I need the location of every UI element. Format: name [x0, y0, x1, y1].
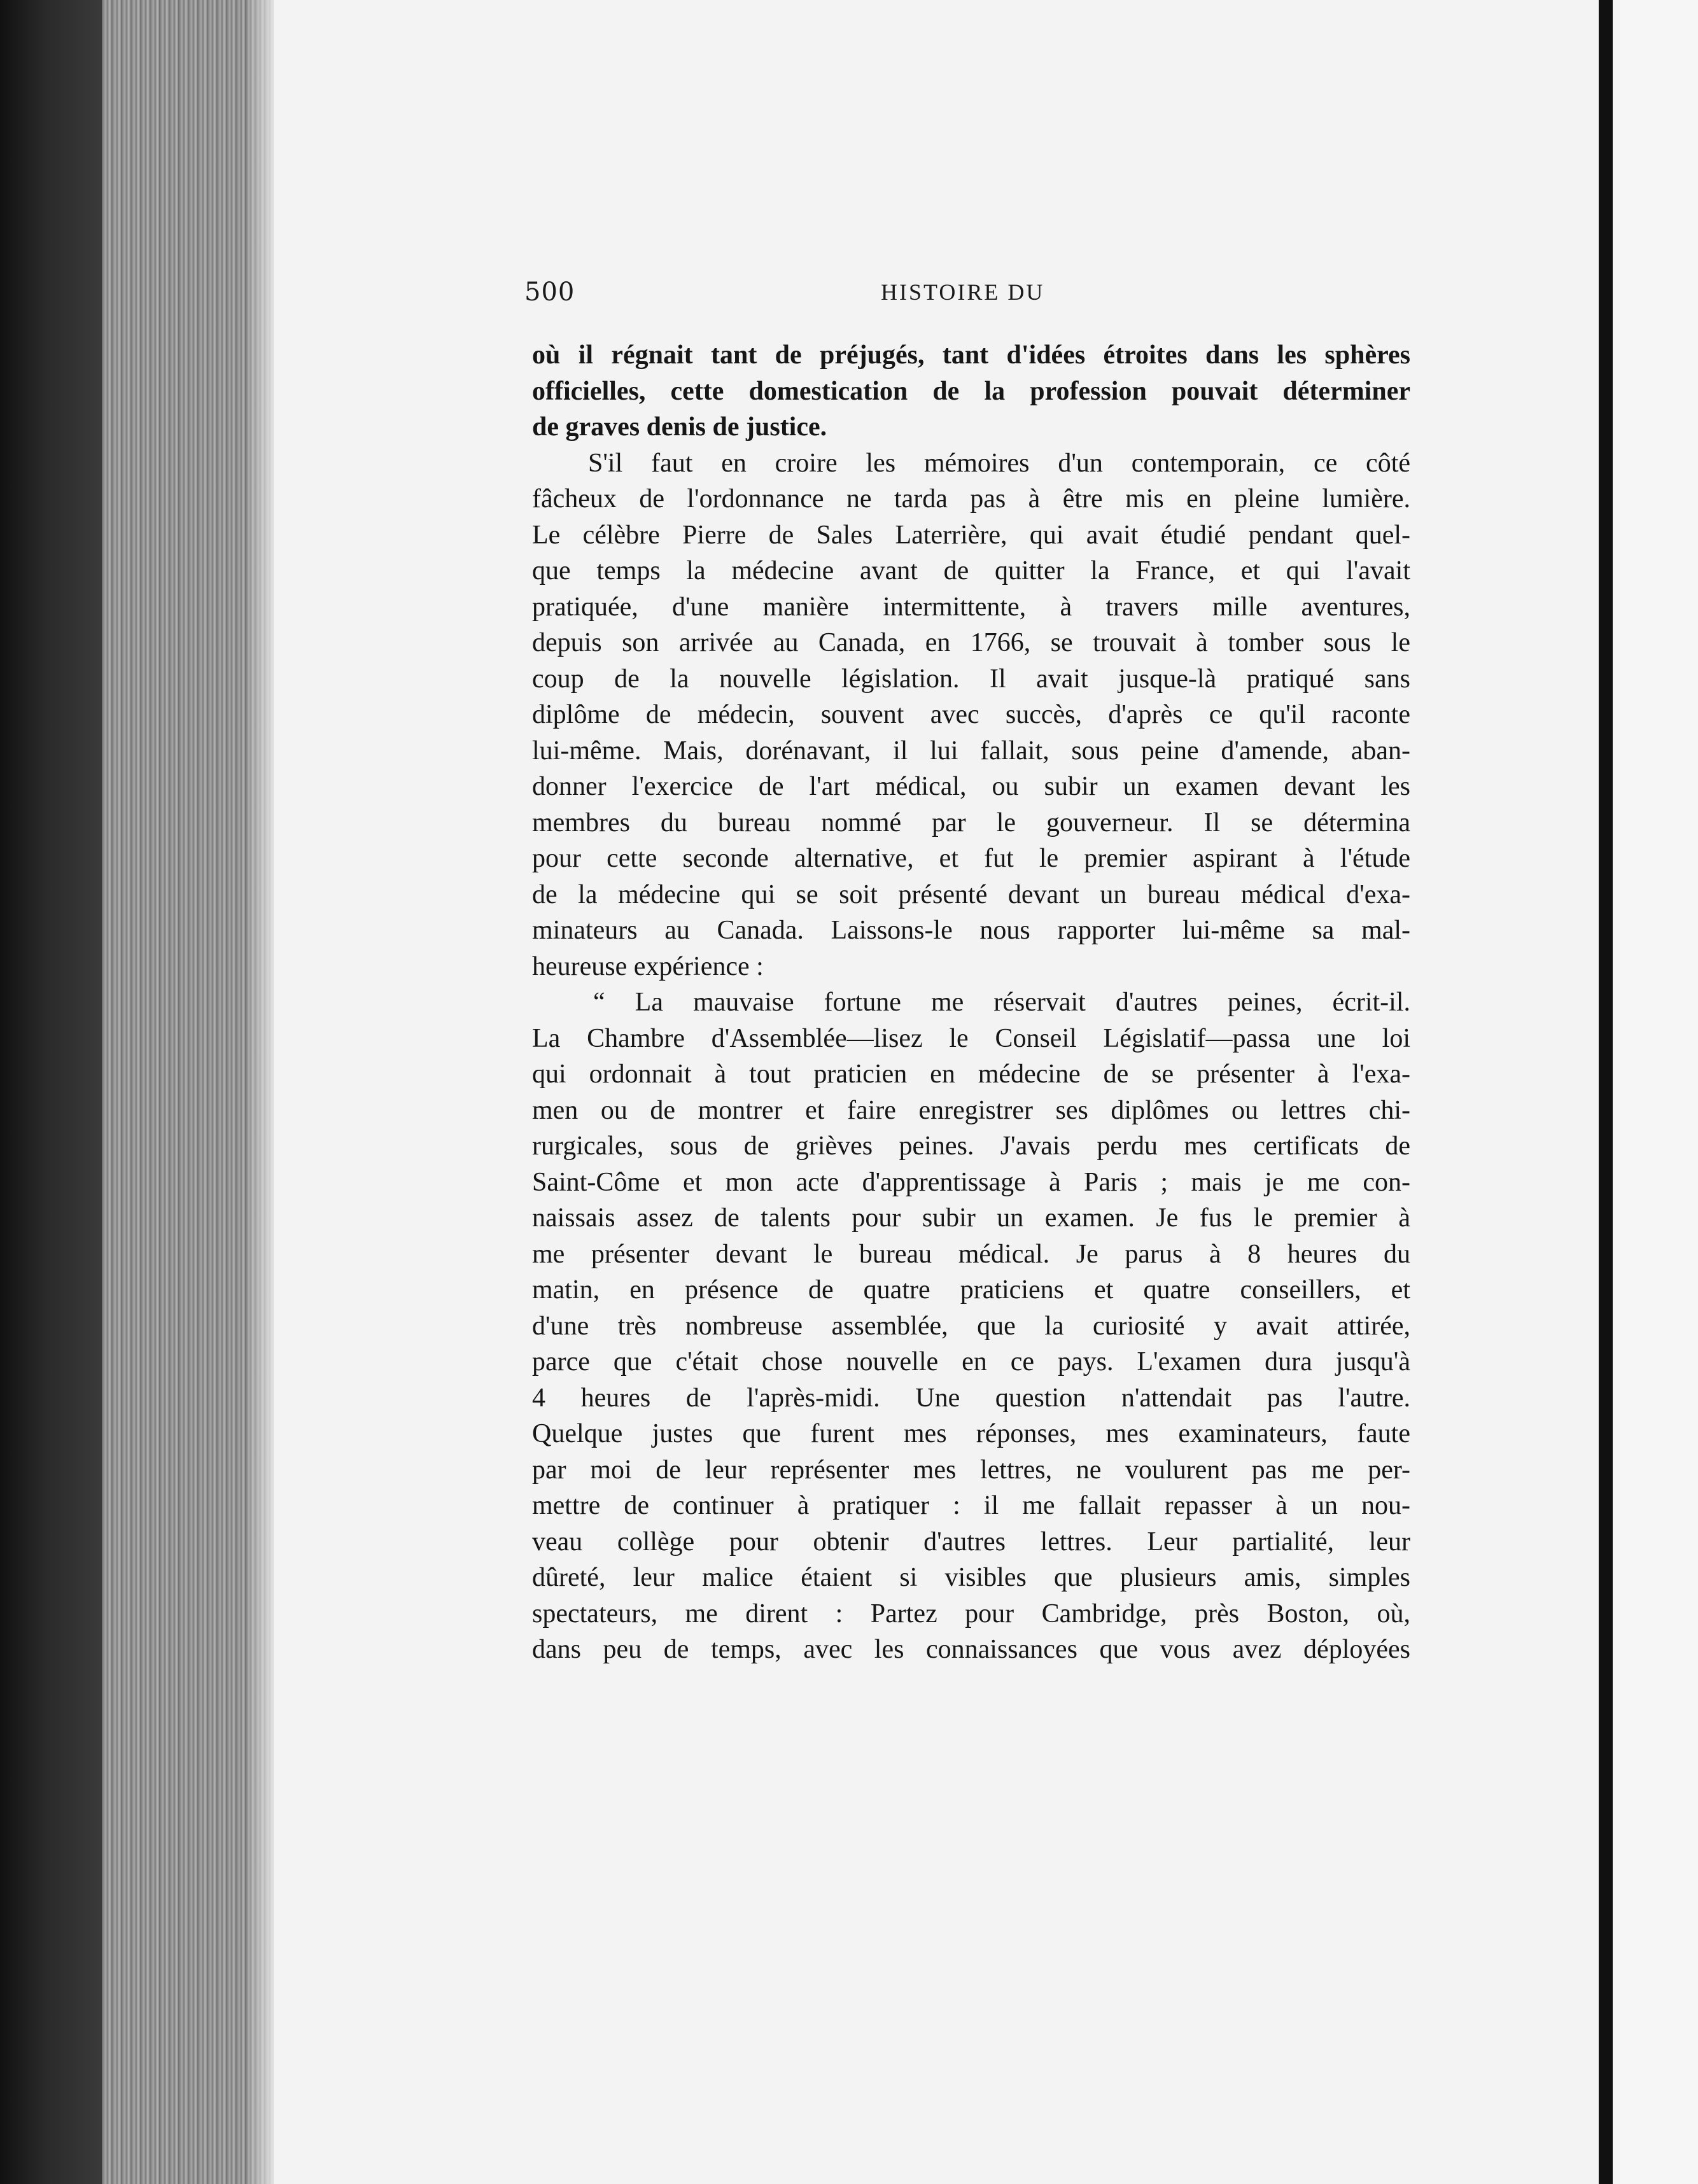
text-line: coup de la nouvelle législation. Il avait jusque-là pratiqué sans	[532, 664, 1410, 694]
text-line: dans peu de temps, avec les connaissances que vous avez déployées	[532, 1635, 1410, 1664]
text-line: Saint-Côme et mon acte d'apprentissage à Paris ; mais je me con-	[532, 1167, 1410, 1197]
text-line: matin, en présence de quatre praticiens et quatre conseillers, et	[532, 1275, 1410, 1305]
text-line: veau collège pour obtenir d'autres lettres. Leur partialité, leur	[532, 1527, 1410, 1557]
text-line: men ou de montrer et faire enregistrer ses diplômes ou lettres chi-	[532, 1095, 1410, 1125]
text-line: La Chambre d'Assemblée—lisez le Conseil Législatif—passa une loi	[532, 1023, 1410, 1053]
page-number: 500	[524, 277, 575, 307]
text-line: minateurs au Canada. Laissons-le nous rapporter lui-même sa mal-	[532, 916, 1410, 945]
text-line: d'une très nombreuse assemblée, que la curiosité y avait attirée,	[532, 1311, 1410, 1341]
text-line: S'il faut en croire les mémoires d'un contemporain, ce côté	[588, 448, 1410, 478]
scanner-background	[0, 0, 102, 2184]
text-line: membres du bureau nommé par le gouverneur. Il se détermina	[532, 808, 1410, 837]
text-line: pour cette seconde alternative, et fut le premier aspirant à l'étude	[532, 844, 1410, 873]
text-line: fâcheux de l'ordonnance ne tarda pas à être mis en pleine lumière.	[532, 484, 1410, 514]
text-line: de la médecine qui se soit présenté devant un bureau médical d'exa-	[532, 879, 1410, 909]
text-line: de graves denis de justice.	[532, 412, 827, 442]
text-line: par moi de leur représenter mes lettres, ne voulurent pas me per-	[532, 1455, 1410, 1485]
text-line: pratiquée, d'une manière intermittente, à travers mille aventures,	[532, 592, 1410, 622]
text-line: qui ordonnait à tout praticien en médecine de se présenter à l'exa-	[532, 1060, 1410, 1089]
text-line: dûreté, leur malice étaient si visibles que plusieurs amis, simples	[532, 1563, 1410, 1592]
text-line: où il régnait tant de préjugés, tant d'idées étroites dans les sphères	[532, 340, 1410, 370]
text-line: lui-même. Mais, dorénavant, il lui fallait, sous peine d'amende, aban-	[532, 736, 1410, 766]
text-line: 4 heures de l'après-midi. Une question n'attendait pas l'autre.	[532, 1383, 1410, 1413]
running-header	[524, 277, 1433, 316]
text-line: me présenter devant le bureau médical. Je parus à 8 heures du	[532, 1239, 1410, 1269]
body-text	[532, 337, 1410, 1668]
text-line: Quelque justes que furent mes réponses, mes examinateurs, faute	[532, 1419, 1410, 1448]
text-line: heureuse expérience :	[532, 951, 764, 981]
text-line: parce que c'était chose nouvelle en ce pays. L'examen dura jusqu'à	[532, 1347, 1410, 1376]
text-line: Le célèbre Pierre de Sales Laterrière, qui avait étudié pendant quel-	[532, 520, 1410, 550]
text-line: depuis son arrivée au Canada, en 1766, se trouvait à tomber sous le	[532, 628, 1410, 657]
text-line: rurgicales, sous de grièves peines. J'avais perdu mes certificats de	[532, 1131, 1410, 1161]
book-gutter	[1599, 0, 1613, 2184]
text-line: que temps la médecine avant de quitter la France, et qui l'avait	[532, 556, 1410, 585]
text-line: spectateurs, me dirent : Partez pour Cambridge, près Boston, où,	[532, 1599, 1410, 1628]
text-line: mettre de continuer à pratiquer : il me fallait repasser à un nou-	[532, 1491, 1410, 1520]
text-line: “ La mauvaise fortune me réservait d'autres peines, écrit-il.	[593, 988, 1410, 1017]
facing-page-edge	[1613, 0, 1698, 2184]
running-title: HISTOIRE DU	[881, 279, 1045, 305]
text-line: naissais assez de talents pour subir un examen. Je fus le premier à	[532, 1203, 1410, 1233]
text-line: diplôme de médecin, souvent avec succès, d'après ce qu'il raconte	[532, 700, 1410, 729]
text-line: officielles, cette domestication de la profession pouvait déterminer	[532, 376, 1410, 406]
book-page-edges	[102, 0, 274, 2184]
text-line: donner l'exercice de l'art médical, ou subir un examen devant les	[532, 772, 1410, 801]
